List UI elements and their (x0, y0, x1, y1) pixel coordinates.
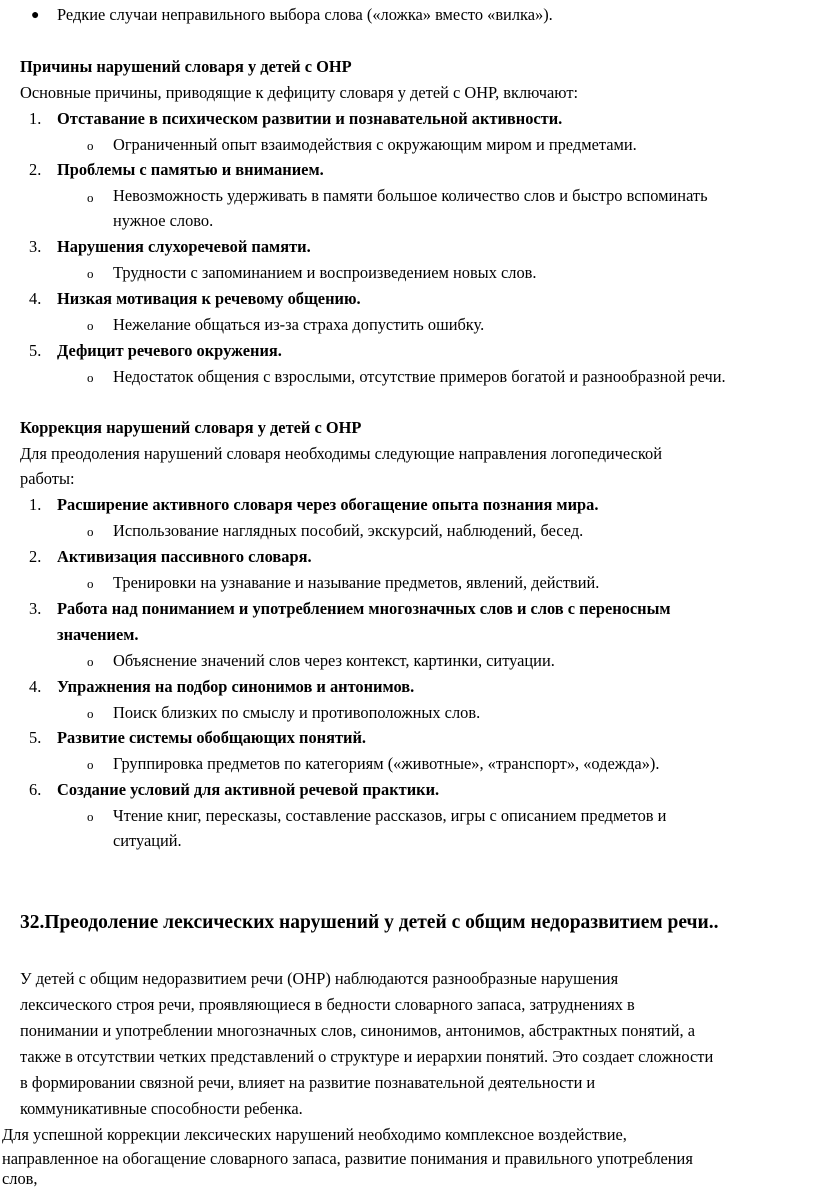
sub-item-text: Чтение книг, пересказы, составление рассказов, игры с описанием предметов и (113, 806, 667, 825)
sub-item-text: Объяснение значений слов через контекст, картинки, ситуации. (113, 651, 555, 670)
section2-intro: Для преодоления нарушений словаря необходимы следующие направления логопедической (20, 444, 662, 463)
section2-heading: Коррекция нарушений словаря у детей с ОНР (20, 418, 362, 437)
list-number: 1. (29, 495, 42, 514)
sub-item-text: Нежелание общаться из-за страха допустить ошибку. (113, 315, 485, 334)
sub-bullet-icon: o (87, 757, 94, 772)
sub-item-text: Поиск близких по смыслу и противоположных слов. (113, 703, 481, 722)
sub-bullet-icon: o (87, 138, 94, 153)
sub-item-text: ситуаций. (113, 831, 182, 850)
list-number: 4. (29, 289, 42, 308)
list-item-title: Низкая мотивация к речевому общению. (57, 289, 361, 308)
list-number: 1. (29, 109, 42, 128)
section1-intro: Основные причины, приводящие к дефициту словаря у детей с ОНР, включают: (20, 83, 579, 102)
list-item-title: Проблемы с памятью и вниманием. (57, 160, 324, 179)
list-number: 2. (29, 160, 42, 179)
paragraph-line: понимании и употреблении многозначных слов, синонимов, антонимов, абстрактных понятий, а (20, 1021, 695, 1040)
sub-bullet-icon: o (87, 809, 94, 824)
list-item-title: значением. (57, 625, 139, 644)
list-item-title: Отставание в психическом развитии и познавательной активности. (57, 109, 563, 128)
sub-item-text: Трудности с запоминанием и воспроизведением новых слов. (113, 263, 537, 282)
list-item-title: Создание условий для активной речевой практики. (57, 780, 440, 799)
paragraph-line: направленное на обогащение словарного запаса, развитие понимания и правильного употребления (2, 1149, 693, 1168)
paragraph-line: Для успешной коррекции лексических нарушений необходимо комплексное воздействие, (2, 1125, 627, 1144)
bullet-icon: ● (31, 8, 40, 23)
section2-intro: работы: (20, 469, 75, 488)
list-number: 5. (29, 341, 42, 360)
section3-heading: 32.Преодоление лексических нарушений у детей с общим недоразвитием речи.. (20, 912, 719, 933)
sub-item-text: Тренировки на узнавание и называние предметов, явлений, действий. (113, 573, 600, 592)
sub-bullet-icon: o (87, 190, 94, 205)
list-number: 2. (29, 547, 42, 566)
top-bullet-text: Редкие случаи неправильного выбора слова («ложка» вместо «вилка»). (57, 5, 553, 24)
paragraph-line: лексического строя речи, проявляющиеся в бедности словарного запаса, затруднениях в (20, 995, 635, 1014)
sub-bullet-icon: o (87, 524, 94, 539)
section1-heading: Причины нарушений словаря у детей с ОНР (20, 57, 352, 76)
paragraph-line: также в отсутствии четких представлений о структуре и иерархии понятий. Это создает сложности (20, 1047, 714, 1066)
sub-item-text: Использование наглядных пособий, экскурсий, наблюдений, бесед. (113, 521, 584, 540)
list-item-title: Нарушения слухоречевой памяти. (57, 237, 311, 256)
sub-item-text: Группировка предметов по категориям («животные», «транспорт», «одежда»). (113, 754, 660, 773)
sub-bullet-icon: o (87, 370, 94, 385)
list-number: 3. (29, 599, 42, 618)
sub-bullet-icon: o (87, 576, 94, 591)
list-item-title: Расширение активного словаря через обогащение опыта познания мира. (57, 495, 599, 514)
sub-item-text: Недостаток общения с взрослыми, отсутствие примеров богатой и разнообразной речи. (113, 367, 726, 386)
list-number: 3. (29, 237, 42, 256)
list-number: 4. (29, 677, 42, 696)
sub-bullet-icon: o (87, 266, 94, 281)
list-item-title: Развитие системы обобщающих понятий. (57, 728, 367, 747)
paragraph-line: слов, (2, 1169, 38, 1188)
sub-item-text: Невозможность удерживать в памяти большое количество слов и быстро вспоминать (113, 186, 708, 205)
sub-item-text: Ограниченный опыт взаимодействия с окружающим миром и предметами. (113, 135, 637, 154)
list-number: 6. (29, 780, 42, 799)
sub-bullet-icon: o (87, 706, 94, 721)
list-item-title: Активизация пассивного словаря. (57, 547, 312, 566)
sub-bullet-icon: o (87, 318, 94, 333)
paragraph-line: У детей с общим недоразвитием речи (ОНР) наблюдаются разнообразные нарушения (20, 969, 619, 988)
list-number: 5. (29, 728, 42, 747)
paragraph-line: коммуникативные способности ребенка. (20, 1099, 303, 1118)
sub-bullet-icon: o (87, 654, 94, 669)
list-item-title: Работа над пониманием и употреблением многозначных слов и слов с переносным (57, 599, 671, 618)
paragraph-line: в формировании связной речи, влияет на развитие познавательной деятельности и (20, 1073, 596, 1092)
sub-item-text: нужное слово. (113, 211, 214, 230)
list-item-title: Упражнения на подбор синонимов и антонимов. (57, 677, 415, 696)
list-item-title: Дефицит речевого окружения. (57, 341, 282, 360)
